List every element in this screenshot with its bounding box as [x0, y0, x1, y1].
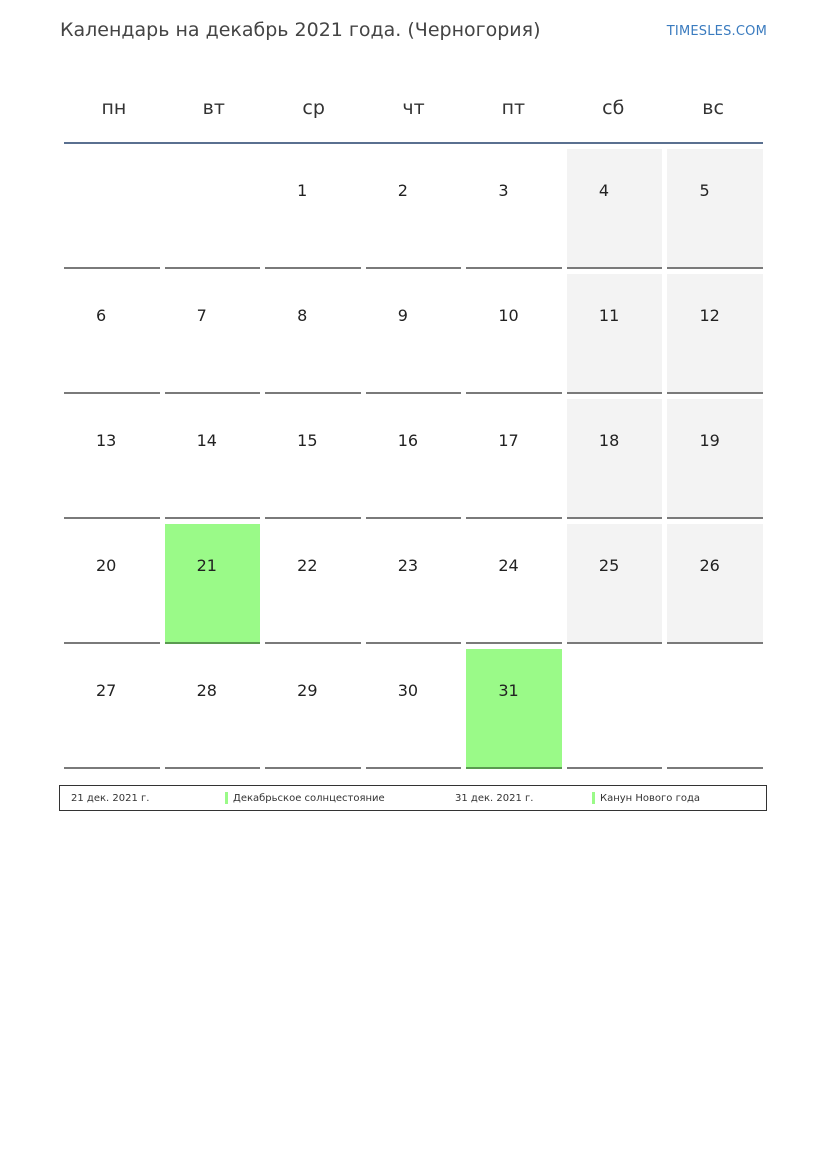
weekday-header-row — [64, 74, 763, 144]
day-cell — [265, 274, 361, 394]
day-cell-holiday — [466, 649, 562, 769]
day-number: 25 — [598, 556, 620, 575]
holiday-legend — [59, 785, 767, 811]
day-number: 23 — [397, 556, 419, 575]
week-row-5 — [64, 649, 763, 769]
day-cell-weekend — [567, 399, 663, 519]
week-row-1 — [64, 149, 763, 269]
weekday-thursday: чт — [402, 97, 425, 119]
day-cell — [466, 149, 562, 269]
legend-date-2 — [455, 786, 533, 810]
day-cell — [64, 149, 160, 269]
day-number: 27 — [96, 681, 117, 700]
legend-date: 21 дек. 2021 г. — [71, 792, 150, 804]
day-number: 5 — [699, 181, 710, 200]
day-cell — [64, 274, 160, 394]
day-cell — [466, 399, 562, 519]
legend-holiday-name: Канун Нового года — [600, 792, 701, 804]
day-cell — [165, 274, 261, 394]
day-cell — [165, 149, 261, 269]
day-cell — [64, 649, 160, 769]
week-row-3 — [64, 399, 763, 519]
legend-date: 31 дек. 2021 г. — [455, 792, 534, 804]
legend-entry-2 — [592, 786, 700, 810]
day-number: 13 — [96, 431, 117, 450]
day-cell — [466, 524, 562, 644]
day-cell — [165, 649, 261, 769]
day-number: 1 — [297, 181, 308, 200]
day-cell — [64, 399, 160, 519]
day-number: 8 — [297, 306, 308, 325]
day-cell-weekend — [667, 524, 763, 644]
day-number: 14 — [196, 431, 217, 450]
day-cell-weekend — [667, 274, 763, 394]
day-cell — [165, 399, 261, 519]
day-number: 21 — [196, 556, 217, 575]
day-cell — [265, 399, 361, 519]
page-title: Календарь на декабрь 2021 года. (Черногория) — [60, 19, 541, 41]
site-link[interactable]: TIMESLES.COM — [666, 24, 767, 39]
legend-date-1 — [71, 786, 149, 810]
day-number: 20 — [96, 556, 117, 575]
day-number: 7 — [196, 306, 207, 325]
day-number: 10 — [498, 306, 519, 325]
day-number: 18 — [598, 431, 620, 450]
weeks-container — [64, 149, 763, 769]
day-cell — [466, 274, 562, 394]
legend-color-swatch — [225, 792, 228, 804]
day-number: 11 — [598, 306, 620, 325]
day-cell — [64, 524, 160, 644]
day-number: 16 — [397, 431, 419, 450]
day-number: 2 — [397, 181, 408, 200]
day-number: 29 — [297, 681, 318, 700]
day-cell-weekend — [567, 524, 663, 644]
day-cell — [366, 274, 462, 394]
day-cell-weekend — [667, 149, 763, 269]
day-number: 3 — [498, 181, 509, 200]
day-cell — [366, 399, 462, 519]
day-cell-weekend — [567, 149, 663, 269]
day-cell — [265, 524, 361, 644]
legend-entry-1 — [225, 786, 385, 810]
legend-holiday-name: Декабрьское солнцестояние — [233, 792, 385, 804]
day-number: 17 — [498, 431, 519, 450]
day-cell-weekend — [667, 399, 763, 519]
day-cell — [366, 524, 462, 644]
day-number: 28 — [196, 681, 217, 700]
weekday-monday: пн — [101, 97, 127, 119]
weekday-wednesday: ср — [302, 97, 325, 119]
day-number: 26 — [699, 556, 720, 575]
week-row-4 — [64, 524, 763, 644]
day-cell — [366, 149, 462, 269]
day-number: 22 — [297, 556, 318, 575]
day-number: 4 — [598, 181, 610, 200]
weekday-sunday: вс — [702, 97, 724, 119]
day-number: 6 — [96, 306, 107, 325]
weekday-saturday: сб — [602, 97, 625, 119]
weekday-friday: пт — [501, 97, 526, 119]
legend-color-swatch — [592, 792, 595, 804]
day-cell-weekend — [567, 274, 663, 394]
day-number: 24 — [498, 556, 519, 575]
day-number: 30 — [397, 681, 419, 700]
day-cell — [366, 649, 462, 769]
day-cell — [265, 649, 361, 769]
day-cell — [265, 149, 361, 269]
day-cell-holiday — [165, 524, 261, 644]
day-number: 12 — [699, 306, 720, 325]
day-number: 15 — [297, 431, 318, 450]
day-number: 9 — [397, 306, 408, 325]
week-row-2 — [64, 274, 763, 394]
weekday-tuesday: вт — [202, 97, 225, 119]
day-number: 31 — [498, 681, 519, 700]
calendar-grid — [64, 74, 763, 774]
day-number: 19 — [699, 431, 720, 450]
day-cell — [567, 649, 663, 769]
day-cell — [667, 649, 763, 769]
